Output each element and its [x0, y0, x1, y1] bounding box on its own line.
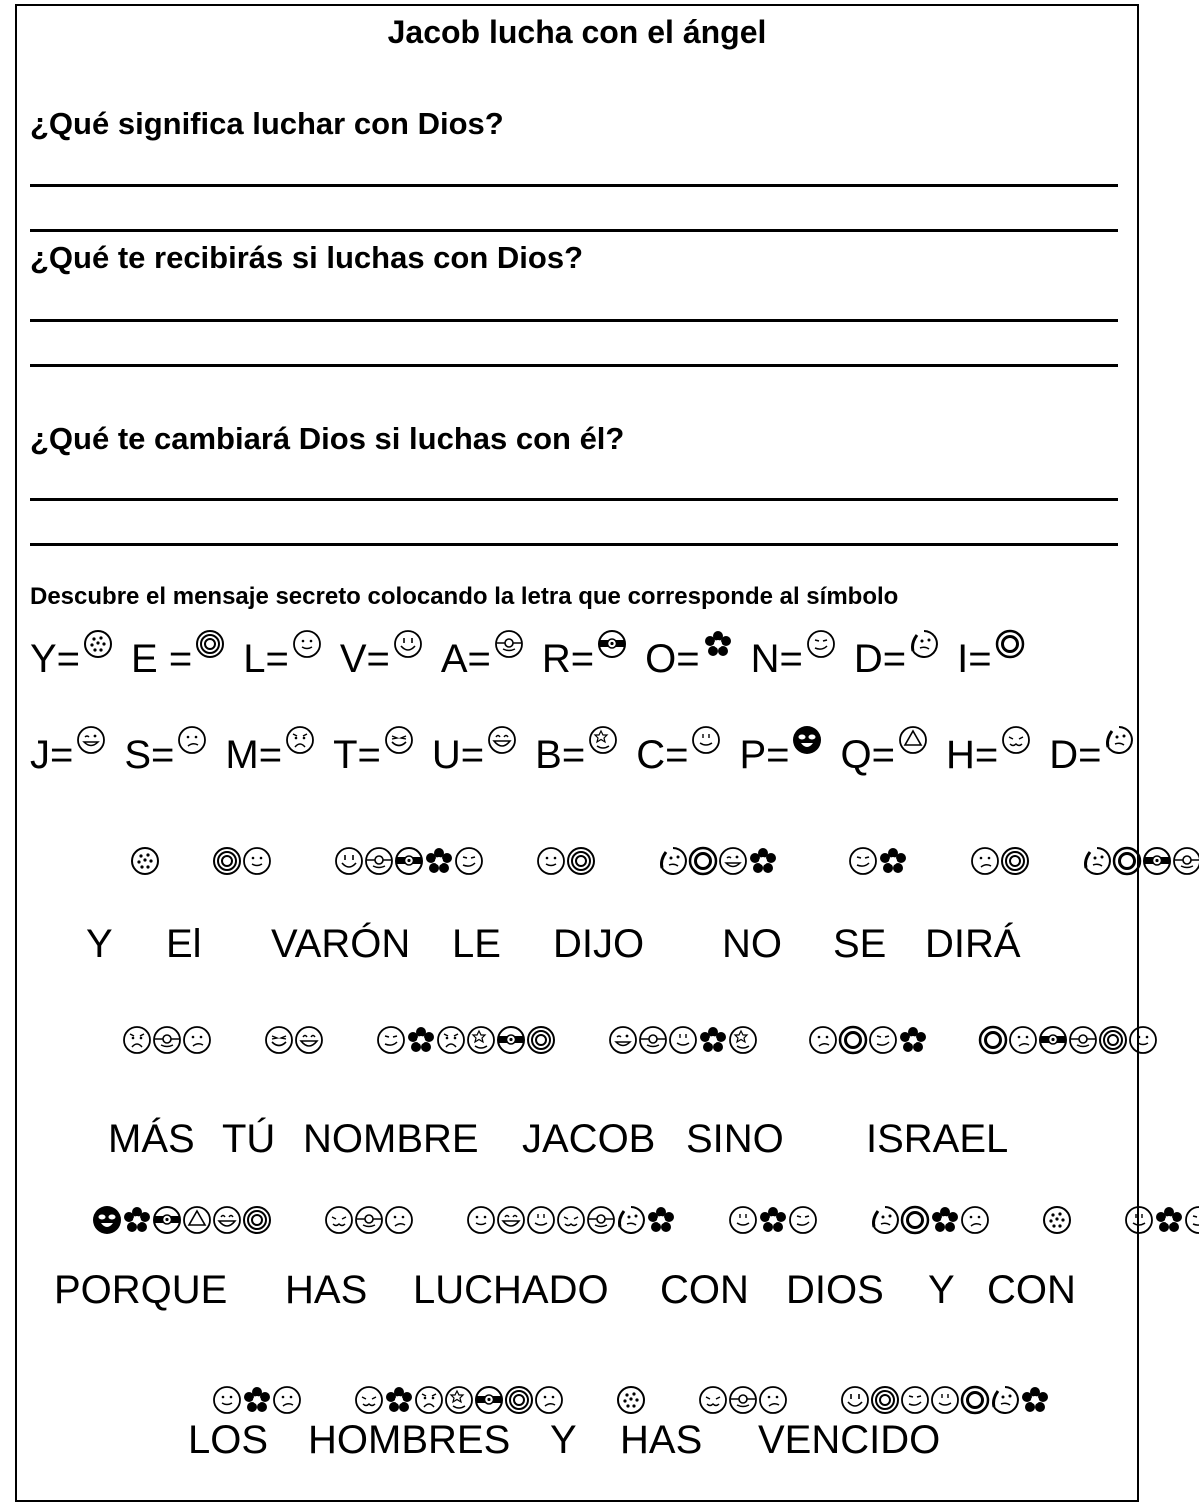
cipher-word [212, 846, 272, 876]
message-word: ISRAEL [866, 1117, 1009, 1161]
answer-line[interactable] [30, 319, 1118, 322]
flower-icon [930, 1205, 960, 1235]
sad-face-icon [182, 1025, 212, 1055]
concentric-circles-icon [1000, 846, 1030, 876]
cipher-symbol-row [100, 846, 1199, 876]
smirk-face-icon [788, 1205, 818, 1235]
question-2: ¿Qué te recibirás si luchas con Dios? [30, 240, 584, 275]
instruction: Descubre el mensaje secreto colocando la letra que corresponde al símbolo [30, 583, 899, 610]
grin-face-icon [487, 725, 517, 755]
smirk-face-icon [900, 1385, 930, 1415]
cipher-key-label: A= [440, 637, 491, 681]
message-word: El [166, 922, 202, 966]
message-word: CON [660, 1268, 749, 1312]
dark-eye-face-icon [474, 1385, 504, 1415]
cipher-key [441, 637, 524, 682]
cipher-word [212, 1385, 302, 1415]
cipher-key-label: O= [645, 637, 700, 681]
cipher-key-label: U= [431, 733, 485, 777]
sad-face-icon [808, 1025, 838, 1055]
swirl-face-icon [658, 846, 688, 876]
cipher-key [854, 637, 939, 682]
bumpy-face-icon [83, 629, 113, 659]
cipher-key-label: H= [945, 733, 999, 777]
cipher-word [334, 846, 484, 876]
grin-face-icon [496, 1205, 526, 1235]
cipher-key-label: T= [333, 733, 381, 777]
flower-icon [878, 846, 908, 876]
sad-face-icon [1008, 1025, 1038, 1055]
message-word: SE [833, 922, 887, 966]
swirl-face-icon [909, 629, 939, 659]
swirl-face-icon [990, 1385, 1020, 1415]
sad-face-icon [384, 1205, 414, 1235]
cipher-key-label: B= [535, 733, 586, 777]
squint-face-icon [264, 1025, 294, 1055]
plain-smile-face-icon [536, 846, 566, 876]
cipher-key-label: Q= [840, 733, 895, 777]
cipher-word [848, 846, 908, 876]
cat-face-icon [354, 1385, 384, 1415]
dark-eye-face-icon [1142, 846, 1172, 876]
swirl-face-icon [870, 1205, 900, 1235]
bullseye-icon [1112, 846, 1142, 876]
concentric-circles-icon [212, 846, 242, 876]
cipher-key [535, 733, 618, 778]
wink-face-icon [718, 846, 748, 876]
cipher-key [946, 733, 1031, 778]
frown-face-icon [414, 1385, 444, 1415]
message-word: VENCIDO [758, 1418, 941, 1462]
flower-icon [406, 1025, 436, 1055]
smirk-face-icon [806, 629, 836, 659]
cipher-word [376, 1025, 556, 1055]
message-word: Y [928, 1268, 955, 1312]
cipher-key [542, 637, 627, 682]
calm-face-icon [526, 1205, 556, 1235]
cipher-key [432, 733, 517, 778]
question-3: ¿Qué te cambiará Dios si luchas con él? [30, 421, 625, 456]
frown-face-icon [122, 1025, 152, 1055]
cipher-symbol-row [182, 1385, 1072, 1415]
message-word: CON [987, 1268, 1076, 1312]
flower-icon [1154, 1205, 1184, 1235]
cipher-word [92, 1205, 272, 1235]
flower-icon [646, 1205, 676, 1235]
black-face-icon [792, 725, 822, 755]
big-smile-face-icon [840, 1385, 870, 1415]
swirl-face-icon [1082, 846, 1112, 876]
flower-icon [1020, 1385, 1050, 1415]
cipher-key [645, 637, 732, 682]
cipher-word [536, 846, 596, 876]
cipher-key [30, 733, 106, 778]
flower-icon [424, 846, 454, 876]
cipher-key [739, 733, 822, 778]
wink-face-icon [76, 725, 106, 755]
plain-smile-face-icon [466, 1205, 496, 1235]
frown-face-icon [285, 725, 315, 755]
message-word: Y [86, 922, 113, 966]
sad-face-icon [970, 846, 1000, 876]
cat-face-icon [324, 1205, 354, 1235]
calm-face-icon [1124, 1205, 1154, 1235]
message-word: LE [452, 922, 501, 966]
dark-eye-face-icon [152, 1205, 182, 1235]
plain-smile-face-icon [242, 846, 272, 876]
smirk-face-icon [454, 846, 484, 876]
flower-icon [384, 1385, 414, 1415]
cipher-word [616, 1385, 646, 1415]
answer-line[interactable] [30, 184, 1118, 187]
message-word: SINO [686, 1117, 784, 1161]
plain-smile-face-icon [212, 1385, 242, 1415]
message-word: DIRÁ [925, 922, 1021, 966]
pokeball-face-icon [1172, 846, 1199, 876]
message-word: HAS [620, 1418, 703, 1462]
cipher-key [225, 733, 315, 778]
cipher-word [840, 1385, 1050, 1415]
calm-face-icon [930, 1385, 960, 1415]
smirk-face-icon [868, 1025, 898, 1055]
pokeball-face-icon [586, 1205, 616, 1235]
cipher-key [124, 733, 207, 778]
answer-line[interactable] [30, 498, 1118, 501]
concentric-circles-icon [566, 846, 596, 876]
cipher-symbol-row [62, 1205, 1199, 1235]
message-word: HAS [285, 1268, 368, 1312]
dark-eye-face-icon [597, 629, 627, 659]
cipher-key-label: D= [1049, 733, 1102, 777]
cipher-word [808, 1025, 928, 1055]
smirk-face-icon [848, 846, 878, 876]
message-word: VARÓN [271, 922, 411, 966]
cipher-word [870, 1205, 990, 1235]
message-word: MÁS [108, 1117, 195, 1161]
question-1: ¿Qué significa luchar con Dios? [30, 106, 504, 141]
cipher-key-label: C= [636, 733, 689, 777]
cipher-word [970, 846, 1030, 876]
grin-face-icon [294, 1025, 324, 1055]
concentric-circles-icon [195, 629, 225, 659]
big-smile-face-icon [393, 629, 423, 659]
message-word: NOMBRE [303, 1117, 479, 1161]
frown-face-icon [436, 1025, 466, 1055]
triangle-face-icon [182, 1205, 212, 1235]
pokeball-face-icon [728, 1385, 758, 1415]
cipher-key-label: M= [225, 733, 283, 777]
cipher-word [466, 1205, 676, 1235]
cipher-key [30, 637, 113, 682]
pokeball-face-icon [638, 1025, 668, 1055]
star-face-icon [444, 1385, 474, 1415]
cipher-key [840, 733, 927, 778]
message-word: NO [722, 922, 782, 966]
cipher-word [324, 1205, 414, 1235]
bullseye-icon [900, 1205, 930, 1235]
black-face-icon [92, 1205, 122, 1235]
pokeball-face-icon [152, 1025, 182, 1055]
swirl-face-icon [1104, 725, 1134, 755]
grin-face-icon [212, 1205, 242, 1235]
bullseye-icon [688, 846, 718, 876]
bumpy-face-icon [1042, 1205, 1072, 1235]
cipher-word [978, 1025, 1158, 1055]
cipher-word [728, 1205, 818, 1235]
cipher-key-label: S= [124, 733, 175, 777]
concentric-circles-icon [526, 1025, 556, 1055]
cipher-key [131, 637, 225, 682]
flower-icon [122, 1205, 152, 1235]
cipher-key-label: J= [30, 733, 74, 777]
concentric-circles-icon [1098, 1025, 1128, 1055]
message-word: DIOS [786, 1268, 884, 1312]
cipher-key-label: L= [243, 637, 289, 681]
cipher-key-label: V= [339, 637, 390, 681]
message-word: LOS [188, 1418, 269, 1462]
cat-face-icon [698, 1385, 728, 1415]
swirl-face-icon [616, 1205, 646, 1235]
pokeball-face-icon [364, 846, 394, 876]
answer-line[interactable] [30, 364, 1118, 367]
cipher-word [698, 1385, 788, 1415]
pokeball-face-icon [494, 629, 524, 659]
triangle-face-icon [898, 725, 928, 755]
flower-icon [748, 846, 778, 876]
smirk-face-icon [1184, 1205, 1199, 1235]
star-face-icon [728, 1025, 758, 1055]
calm-face-icon [668, 1025, 698, 1055]
sad-face-icon [272, 1385, 302, 1415]
plain-smile-face-icon [1128, 1025, 1158, 1055]
dark-eye-face-icon [394, 846, 424, 876]
squint-face-icon [384, 725, 414, 755]
answer-line[interactable] [30, 543, 1118, 546]
star-face-icon [588, 725, 618, 755]
bullseye-icon [978, 1025, 1008, 1055]
star-face-icon [466, 1025, 496, 1055]
cipher-key [243, 637, 322, 682]
flower-icon [898, 1025, 928, 1055]
cipher-key-label: Y= [30, 637, 81, 681]
calm-face-icon [728, 1205, 758, 1235]
bullseye-icon [838, 1025, 868, 1055]
flower-icon [698, 1025, 728, 1055]
smirk-face-icon [376, 1025, 406, 1055]
calm-face-icon [691, 725, 721, 755]
dark-eye-face-icon [1038, 1025, 1068, 1055]
sad-face-icon [534, 1385, 564, 1415]
cipher-symbol-row [92, 1025, 1180, 1055]
wink-face-icon [608, 1025, 638, 1055]
concentric-circles-icon [242, 1205, 272, 1235]
sad-face-icon [177, 725, 207, 755]
concentric-circles-icon [504, 1385, 534, 1415]
sad-face-icon [758, 1385, 788, 1415]
cipher-key [340, 637, 423, 682]
concentric-circles-icon [870, 1385, 900, 1415]
answer-line[interactable] [30, 229, 1118, 232]
cipher-word [1042, 1205, 1072, 1235]
page-title: Jacob lucha con el ángel [387, 14, 767, 50]
sad-face-icon [960, 1205, 990, 1235]
cipher-word [1082, 846, 1199, 876]
message-word: PORQUE [54, 1268, 228, 1312]
cipher-key [751, 637, 836, 682]
cat-face-icon [556, 1205, 586, 1235]
cipher-key-label: D= [853, 637, 907, 681]
big-smile-face-icon [334, 846, 364, 876]
cipher-word [264, 1025, 324, 1055]
flower-icon [242, 1385, 272, 1415]
pokeball-face-icon [1068, 1025, 1098, 1055]
plain-smile-face-icon [292, 629, 322, 659]
cipher-word [608, 1025, 758, 1055]
message-word: JACOB [522, 1117, 656, 1161]
cipher-word [130, 846, 160, 876]
bullseye-icon [995, 629, 1025, 659]
cipher-word [658, 846, 778, 876]
cat-face-icon [1001, 725, 1031, 755]
cipher-key-label: N= [750, 637, 803, 681]
cipher-key-label: P= [739, 733, 790, 777]
cipher-key [333, 733, 414, 778]
message-word: TÚ [222, 1117, 276, 1161]
message-word: HOMBRES [308, 1418, 511, 1462]
message-word: DIJO [553, 922, 645, 966]
cipher-key-label: E = [131, 637, 193, 681]
bumpy-face-icon [616, 1385, 646, 1415]
cipher-key-label: R= [541, 637, 595, 681]
pokeball-face-icon [354, 1205, 384, 1235]
dark-eye-face-icon [496, 1025, 526, 1055]
message-word: Y [550, 1418, 577, 1462]
cipher-word [354, 1385, 564, 1415]
bumpy-face-icon [130, 846, 160, 876]
cipher-key [957, 637, 1024, 682]
flower-icon [703, 629, 733, 659]
bullseye-icon [960, 1385, 990, 1415]
flower-icon [758, 1205, 788, 1235]
cipher-key [636, 733, 721, 778]
cipher-word [1124, 1205, 1199, 1235]
cipher-word [122, 1025, 212, 1055]
message-word: LUCHADO [413, 1268, 609, 1312]
cipher-key-label: I= [957, 637, 992, 681]
cipher-key-row-1 [30, 637, 1043, 682]
cipher-key [1049, 733, 1134, 778]
cipher-key-row-2 [30, 733, 1152, 778]
